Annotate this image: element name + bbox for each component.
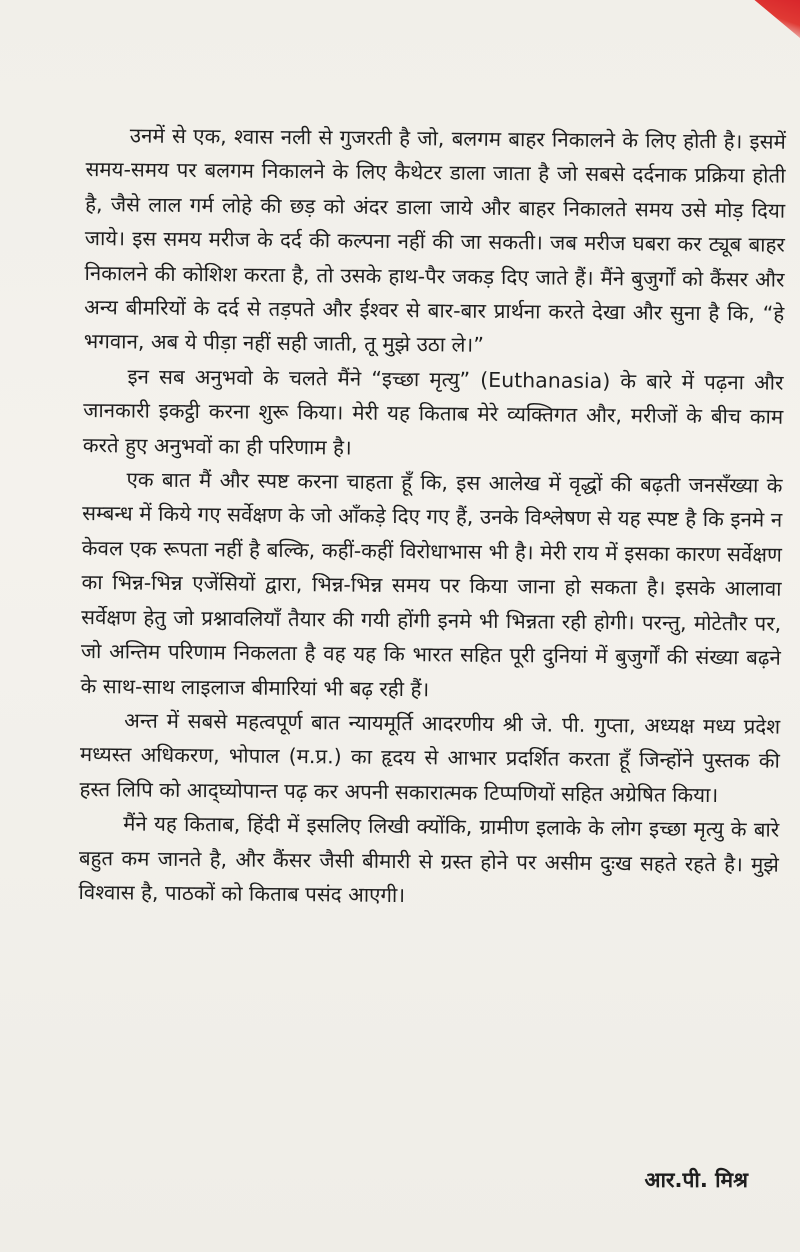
- paragraph-5: मैंने यह किताब, हिंदी में इसलिए लिखी क्योंकि, ग्रामीण इलाके के लोग इच्छा मृत्यु के बारे बहुत कम जानते है, और कैंसर जैसी बीमारी से ग्रस्त होने पर असीम दुःख सहते रहते है। मुझे विश्वास है, पाठकों को किताब पसंद आएगी।: [78, 811, 780, 908]
- paragraph-3: एक बात मैं और स्पष्ट करना चाहता हूँ कि, इस आलेख में वृद्धों की बढ़ती जनसँख्या के सम्बन्ध में किये गए सर्वेक्षण के जो आँकड़े दिए गए हैं, उनके विश्लेषण से यह स्पष्ट है कि इनमे न केवल एक रूपता नहीं है बल्कि, कहीं-कहीं विरोधाभास भी है। मेरी राय में इसका कारण सर्वेक्षण का भिन्न-भिन्न एजेंसियों द्वारा, भिन्न-भिन्न समय पर किया जाना हो सकता है। इसके आलावा सर्वेक्षण हेतु जो प्रश्नावलियाँ तैयार की गयी होंगी इनमे भी भिन्नता रही होगी। परन्तु, मोटेतौर पर, जो अन्तिम परिणाम निकलता है वह यह कि भारत सहित पूरी दुनियां में बुजुर्गों की संख्या बढ़ने के साथ-साथ लाइलाज बीमारियां भी बढ़ रही हैं।: [80, 467, 783, 701]
- paragraph-1: उनमें से एक, श्वास नली से गुजरती है जो, बलगम बाहर निकालने के लिए होती है। इसमें समय-समय पर बलगम निकालने के लिए कैथेटर डाला जाता है जो सबसे दर्दनाक प्रक्रिया होती है, जैसे लाल गर्म लोहे की छड़ को अंदर डाला जाये और बाहर निकालते समय उसे मोड़ दिया जाये। इस समय मरीज के दर्द की कल्पना नहीं की जा सकती। जब मरीज घबरा कर ट्यूब बाहर निकालने की कोशिश करता है, तो उसके हाथ-पैर जकड़ दिए जाते हैं। मैंने बुजुर्गों को कैंसर और अन्य बीमरियों के दर्द से तड़पते और ईश्वर से बार-बार प्रार्थना करते देखा और सुना है कि, “हे भगवान, अब ये पीड़ा नहीं सही जाती, तू मुझे उठा ले।”: [83, 123, 786, 358]
- red-cover-edge: [730, 0, 800, 38]
- paragraph-4: अन्त में सबसे महत्वपूर्ण बात न्यायमूर्ति आदरणीय श्री जे. पी. गुप्ता, अध्यक्ष मध्य प्रदेश मध्यस्त अधिकरण, भोपाल (म.प्र.) का हृदय से आभार प्रदर्शित करता हूँ जिन्होंने पुस्तक की हस्त लिपि को आद्घ्योपान्त पढ़ कर अपनी सकारात्मक टिप्पणियों सहित अग्रेषित किया।: [79, 708, 781, 807]
- author-signature: आर.पी. मिश्र: [644, 1168, 748, 1192]
- paragraph-2: इन सब अनुभवो के चलते मैंने “इच्छा मृत्यु” (Euthanasia) के बारे में पढ़ना और जानकारी इकट्ठी करना शुरू किया। मेरी यह किताब मेरे व्यक्तिगत और, मरीजों के बीच काम करते हुए अनुभवों का ही परिणाम है।: [82, 364, 784, 460]
- body-text: [78, 118, 786, 916]
